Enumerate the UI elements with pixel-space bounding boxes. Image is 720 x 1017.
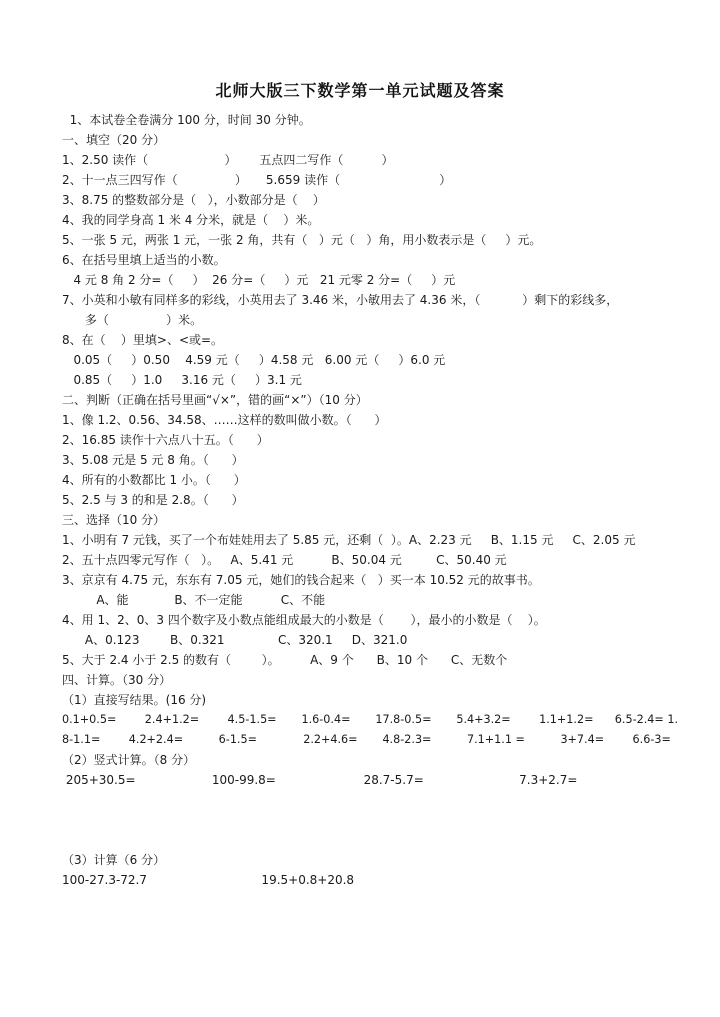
question-line: A、能 B、不一定能 C、不能 bbox=[62, 593, 326, 607]
question-line: 0.05（ ）0.50 4.59 元（ ）4.58 元 6.00 元（ ）6.0 元 bbox=[62, 353, 446, 367]
question-line: 2、十一点三四写作（ ） 5.659 读作（ ） bbox=[62, 173, 452, 187]
subsection-heading: （1）直接写结果。(16 分) bbox=[62, 693, 207, 707]
page-title: 北师大版三下数学第一单元试题及答案 bbox=[215, 81, 505, 100]
subsection-heading: （2）竖式计算。（8 分） bbox=[62, 753, 196, 767]
question-line: 6、在括号里填上适当的小数。 bbox=[62, 253, 226, 267]
section-heading-choice: 三、选择（10 分） bbox=[62, 513, 166, 527]
question-line: 多（ ）米。 bbox=[62, 313, 203, 327]
subsection-heading: （3）计算（6 分） bbox=[62, 853, 166, 867]
calc-row: 205+30.5= 100-99.8= 28.7-5.7= 7.3+2.7= bbox=[62, 773, 578, 787]
question-line: 4 元 8 角 2 分=（ ） 26 分=（ ）元 21 元零 2 分=（ ）元 bbox=[62, 273, 456, 287]
question-line: 5、2.5 与 3 的和是 2.8。（ ） bbox=[62, 493, 244, 507]
question-line: 5、一张 5 元，两张 1 元，一张 2 角，共有（ ）元（ ）角，用小数表示是（ ）元。 bbox=[62, 233, 542, 247]
note-line: 1、本试卷全卷满分 100 分，时间 30 分钟。 bbox=[62, 113, 311, 127]
question-line: 4、所有的小数都比 1 小。（ ） bbox=[62, 473, 246, 487]
question-line: 8、在（ ）里填>、<或=。 bbox=[62, 333, 224, 347]
question-line: 1、2.50 读作（ ） 五点四二写作（ ） bbox=[62, 153, 394, 167]
question-line: 4、用 1、2、0、3 四个数字及小数点能组成最大的小数是（ ），最小的小数是（ ）。 bbox=[62, 613, 546, 627]
question-line: 4、我的同学身高 1 米 4 分米，就是（ ）米。 bbox=[62, 213, 320, 227]
section-heading-judge: 二、判断（正确在括号里画“√×”，错的画“×”）（10 分） bbox=[62, 393, 368, 407]
question-line: 3、5.08 元是 5 元 8 角。（ ） bbox=[62, 453, 244, 467]
calc-row: 8-1.1= 4.2+2.4= 6-1.5= 2.2+4.6= 4.8-2.3= 7.1+1.1 = 3+7.4= 6.6-3= bbox=[62, 733, 671, 746]
question-line: 0.85（ ）1.0 3.16 元（ ）3.1 元 bbox=[62, 373, 302, 387]
section-heading-calc: 四、计算。（30 分） bbox=[62, 673, 172, 687]
question-line: 1、小明有 7 元钱，买了一个布娃娃用去了 5.85 元，还剩（ ）。A、2.23 元 B、1.15 元 C、2.05 元 bbox=[62, 533, 636, 547]
question-line: 2、五十点四零元写作（ ）。 A、5.41 元 B、50.04 元 C、50.40 元 bbox=[62, 553, 507, 567]
section-heading-fill: 一、填空（20 分） bbox=[62, 133, 166, 147]
question-line: 1、像 1.2、0.56、34.58、……这样的数叫做小数。（ ） bbox=[62, 413, 387, 427]
question-line: A、0.123 B、0.321 C、320.1 D、321.0 bbox=[62, 633, 408, 647]
calc-row: 0.1+0.5= 2.4+1.2= 4.5-1.5= 1.6-0.4= 17.8-0.5= 5.4+3.2= 1.1+1.2= 6.5-2.4= 1. bbox=[62, 713, 679, 726]
question-line: 5、大于 2.4 小于 2.5 的数有（ ）。 A、9 个 B、10 个 C、无数个 bbox=[62, 653, 508, 667]
calc-row: 100-27.3-72.7 19.5+0.8+20.8 bbox=[62, 873, 355, 887]
question-line: 2、16.85 读作十六点八十五。（ ） bbox=[62, 433, 269, 447]
question-line: 7、小英和小敏有同样多的彩线，小英用去了 3.46 米，小敏用去了 4.36 米，（ ）剩下的彩线多， bbox=[62, 293, 619, 307]
question-line: 3、京京有 4.75 元，东东有 7.05 元，她们的钱合起来（ ）买一本 10.52 元的故事书。 bbox=[62, 573, 540, 587]
question-line: 3、8.75 的整数部分是（ ），小数部分是（ ） bbox=[62, 193, 325, 207]
